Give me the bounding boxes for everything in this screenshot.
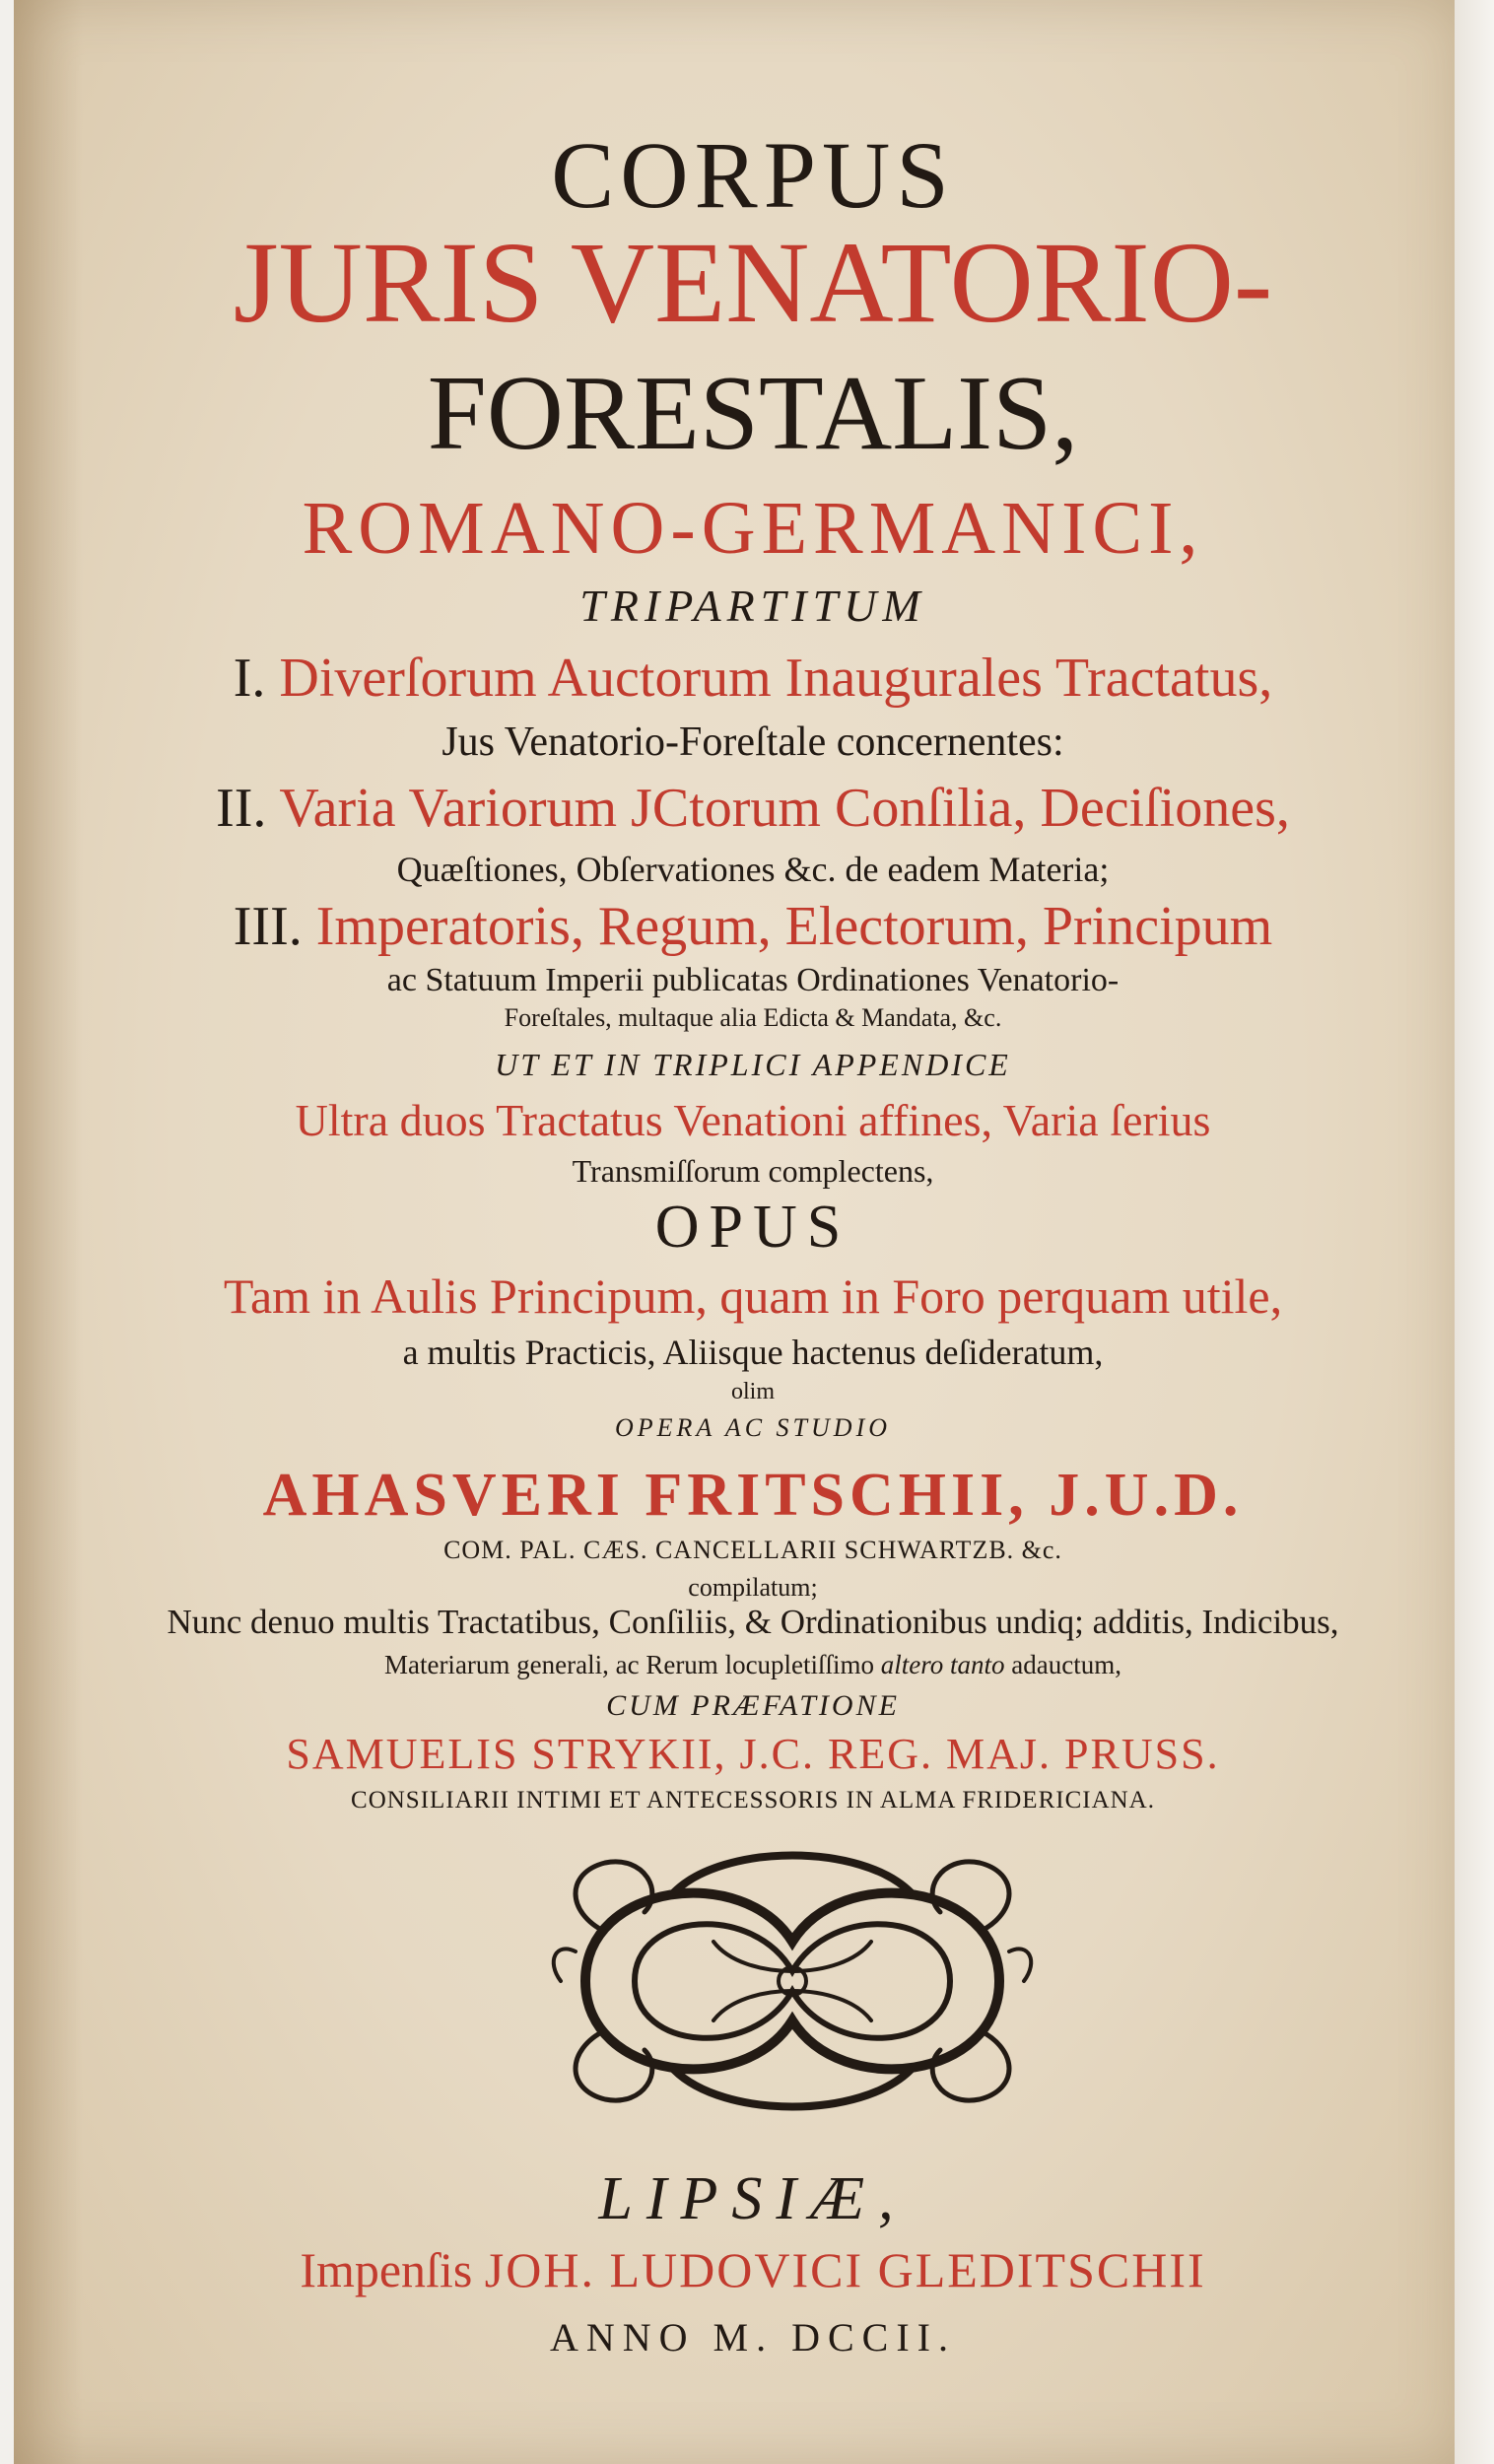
publisher-name: JOH. LUDOVICI GLEDITSCHII xyxy=(484,2242,1206,2297)
materiarum-text: Materiarum generali, ac Rerum locupletiſſimo xyxy=(383,1650,875,1679)
part-three-numeral: III. xyxy=(233,896,303,957)
page-edge xyxy=(1455,0,1494,2464)
appendix-text: Ultra duos Tractatus Venationi affines, Varia ſerius xyxy=(295,1095,1211,1145)
part-two-numeral: II. xyxy=(216,778,267,839)
tripartitum-heading: TRIPARTITUM xyxy=(579,581,926,631)
adauctum-text: adauctum, xyxy=(1011,1650,1122,1679)
part-three-text: Imperatoris, Regum, Electorum, Principum xyxy=(315,896,1273,957)
appendix-heading: UT ET IN TRIPLICI APPENDICE xyxy=(495,1047,1011,1082)
title-page xyxy=(14,0,1460,2464)
strykius-title: REG. MAJ. PRUSS. xyxy=(828,1730,1220,1778)
impensis-word: Impenſis xyxy=(300,2242,473,2297)
nunc-denuo-line: Nunc denuo multis Tractatibus, Conſiliis, & Ordinationibus undiq; additis, Indicibus, xyxy=(167,1603,1339,1641)
strykius-name: SAMUELIS STRYKII, J.C. xyxy=(286,1730,816,1778)
part-three-line xyxy=(73,896,1433,957)
calligraphic-knot-ornament xyxy=(546,1823,1039,2149)
part-one-text: Diverſorum Auctorum Inaugurales Tractatus, xyxy=(279,648,1273,709)
appendix-subtext: Transmiſſorum complectens, xyxy=(572,1153,934,1189)
place-lipsiae: LIPSIÆ, xyxy=(598,2165,908,2232)
cum-praefatione: CUM PRÆFATIONE xyxy=(606,1689,900,1722)
part-two-text: Varia Variorum JCtorum Conſilia, Deciſiones, xyxy=(279,778,1290,839)
part-two-subtext: Quæſtiones, Obſervationes &c. de eadem Materia; xyxy=(396,850,1110,889)
strykius-line xyxy=(73,1730,1433,1778)
materiarum-line xyxy=(73,1652,1433,1678)
opus-heading: OPUS xyxy=(654,1194,851,1261)
part-three-subtext-2: Foreſtales, multaque alia Edicta & Mandata, &c. xyxy=(504,1003,1002,1032)
altero-tanto: altero tanto xyxy=(880,1650,1005,1679)
opera-ac-studio: OPERA AC STUDIO xyxy=(614,1413,892,1442)
anno-line: ANNO M. DCCII. xyxy=(550,2315,956,2360)
part-two-line xyxy=(73,778,1433,839)
part-three-subtext-1: ac Statuum Imperii publicatas Ordinationes Venatorio- xyxy=(386,962,1120,998)
opus-subtext: a multis Practicis, Aliisque hactenus deſideratum, xyxy=(402,1333,1104,1372)
part-one-numeral: I. xyxy=(233,648,266,709)
part-one-line xyxy=(73,648,1433,709)
author-name: AHASVERI FRITSCHII, J.U.D. xyxy=(262,1462,1244,1529)
consiliarii-line: CONSILIARII INTIMI ET ANTECESSORIS IN ALMA FRIDERICIANA. xyxy=(351,1787,1155,1814)
title-line-corpus: CORPUS xyxy=(551,122,955,228)
title-line-juris-venatorio: JURIS VENATORIO- xyxy=(233,218,1273,347)
author-titles: COM. PAL. CÆS. CANCELLARII SCHWARTZB. &c. xyxy=(443,1536,1062,1564)
compilatum-text: compilatum; xyxy=(688,1573,818,1602)
title-line-romano-germanici: ROMANO-GERMANICI, xyxy=(302,487,1204,570)
impensis-line xyxy=(73,2242,1433,2297)
olim-text: olim xyxy=(730,1379,775,1404)
opus-text: Tam in Aulis Principum, quam in Foro perquam utile, xyxy=(223,1268,1283,1324)
part-one-subtext: Jus Venatorio-Foreſtale concernentes: xyxy=(441,719,1064,765)
title-line-forestalis: FORESTALIS, xyxy=(427,355,1079,472)
